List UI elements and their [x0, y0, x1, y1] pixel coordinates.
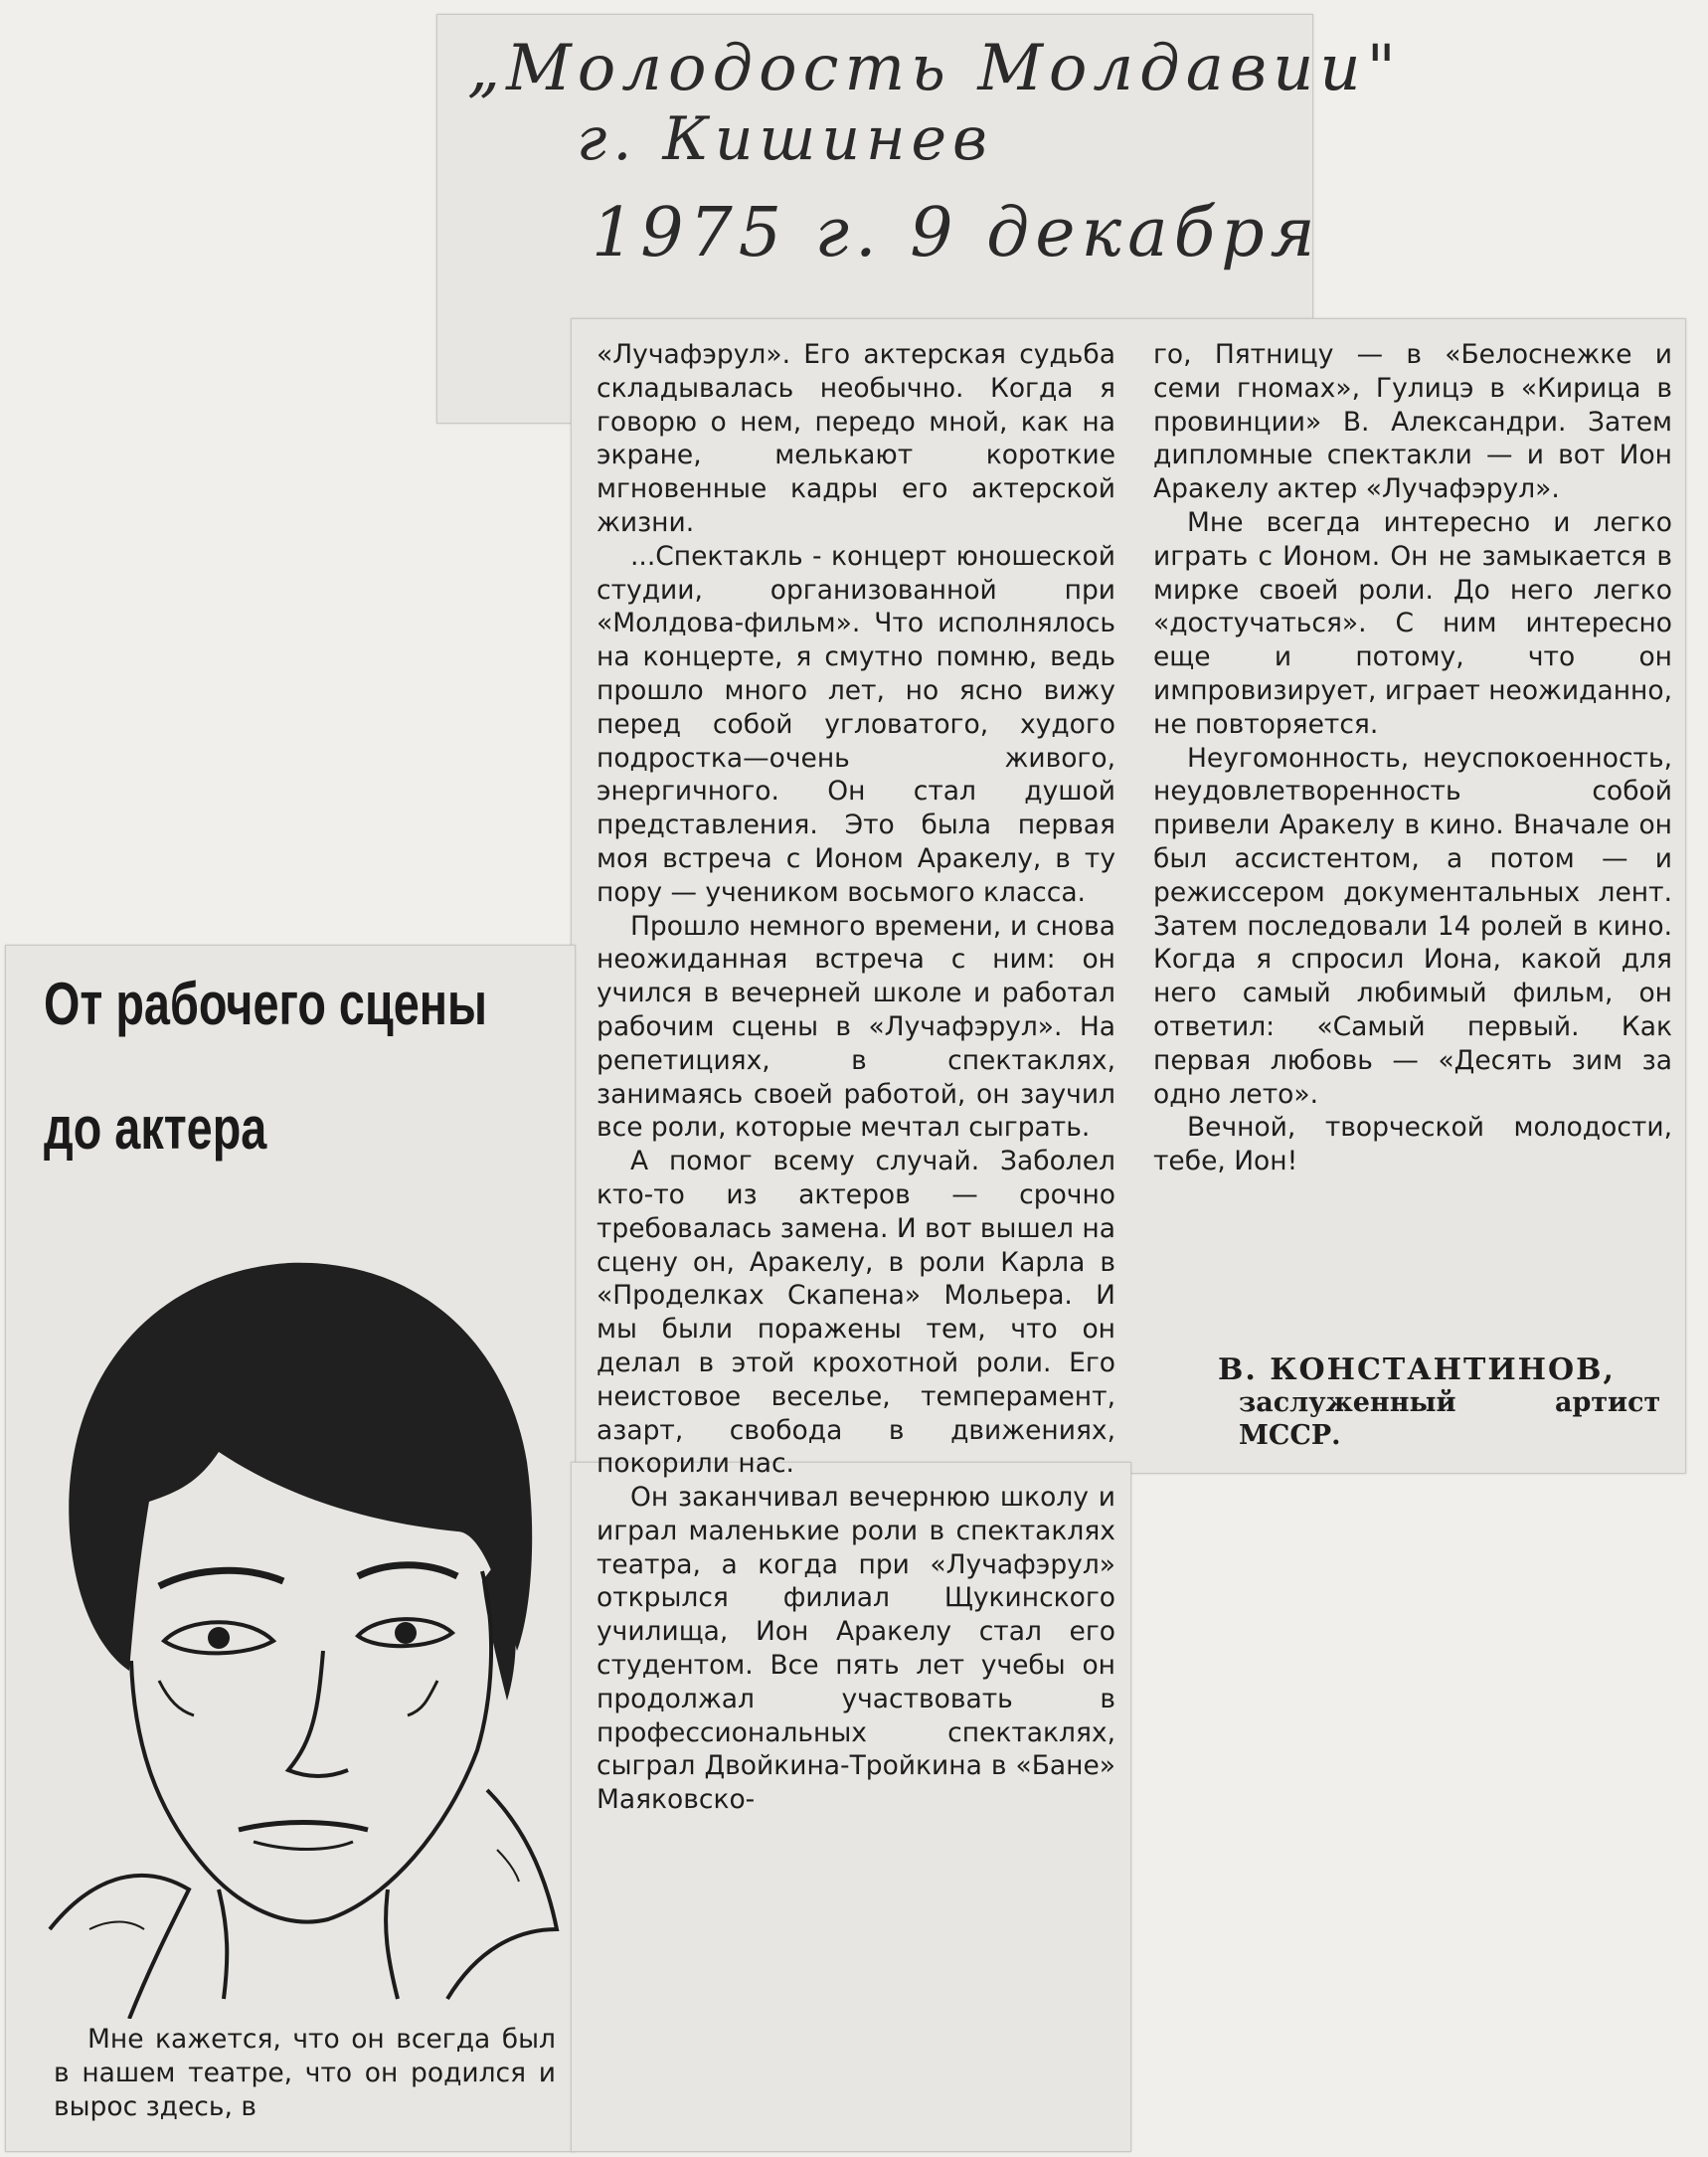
- handwritten-city: г. Кишинев: [577, 104, 993, 174]
- article-paragraph: Вечной, творческой молодости, тебе, Ион!: [1153, 1112, 1672, 1177]
- article-column-2: [597, 338, 1115, 1817]
- portrait-drawing-icon: [30, 1233, 567, 2019]
- article-paragraph: «Лучафэрул». Его актерская судьба складывалась необычно. Когда я говорю о нем, передо мной, как на экране, мелькают короткие мгновенные кадры его актерской жизни.: [597, 339, 1115, 538]
- article-column-1: [54, 2023, 556, 2123]
- author-title: заслуженный артист: [1239, 1387, 1661, 1418]
- article-headline-line1: От рабочего сцены: [44, 971, 488, 1037]
- article-headline-line2: до актера: [44, 1095, 267, 1162]
- article-paragraph: Мне всегда интересно и легко играть с Ионом. Он не замыкается в мирке своей роли. До него легко «достучаться». С ним интересно еще и потому, что он импровизирует, играет неожиданно, не повторяется.: [1153, 506, 1672, 740]
- article-paragraph: Мне кажется, что он всегда был в нашем театре, что он родился и вырос здесь, в: [54, 2024, 556, 2122]
- author-title-2: МССР.: [1239, 1420, 1341, 1451]
- article-paragraph: А помог всему случай. Заболел кто-то из актеров — срочно требовалась замена. И вот вышел на сцену он, Аракелу, в роли Карла в «Проделках Скапена» Мольера. И мы были поражены тем, что он делал в этой крохотной роли. Его неистовое веселье, темперамент, азарт, свобода в движениях, покорили нас.: [597, 1146, 1115, 1480]
- article-column-3: [1153, 338, 1672, 1178]
- article-paragraph: Прошло немного времени, и снова неожиданная встреча с ним: он учился в вечерней школе и работал рабочим сцены в «Лучафэрул». На репетициях, в спектаклях, занимаясь своей работой, он заучил все роли, которые мечтал сыграть.: [597, 910, 1115, 1144]
- handwritten-newspaper-name: „Молодость Молдавии": [467, 32, 1402, 105]
- article-paragraph: Он заканчивал вечернюю школу и играл маленькие роли в спектаклях театра, а когда при «Лучафэрул» открылся филиал Щукинского училища, Ион Аракелу стал его студентом. Все пять лет учебы он продолжал участвовать в профессиональных спектаклях, сыграл Двойкина-Тройкина в «Бане» Маяковско-: [597, 1482, 1115, 1816]
- author-name: В. КОНСТАНТИНОВ,: [1218, 1352, 1616, 1387]
- article-paragraph: Неугомонность, неуспокоенность, неудовлетворенность собой привели Аракелу в кино. Вначале он был ассистентом, а потом — и режиссером документальных лент. Затем последовали 14 ролей в кино. Когда я спросил Иона, какой для него самый любимый фильм, он ответил: «Самый первый. Как первая любовь — «Десять зим за одно лето».: [1153, 742, 1672, 1110]
- handwritten-date: 1975 г. 9 декабря: [592, 194, 1321, 272]
- article-paragraph: го, Пятницу — в «Белоснежке и семи гномах», Гулицэ в «Кирица в провинции» В. Александри. Затем дипломные спектакли — и вот Ион Аракелу актер «Лучафэрул».: [1153, 339, 1672, 505]
- article-paragraph: ...Спектакль - концерт юношеской студии, организованной при «Молдова-фильм». Что исполнялось на концерте, я смутно помню, ведь прошло много лет, но ясно вижу перед собой угловатого, худого подростка—очень живого, энергичного. Он стал душой представления. Это была первая моя встреча с Ионом Аракелу, в ту пору — учеником восьмого класса.: [597, 540, 1115, 908]
